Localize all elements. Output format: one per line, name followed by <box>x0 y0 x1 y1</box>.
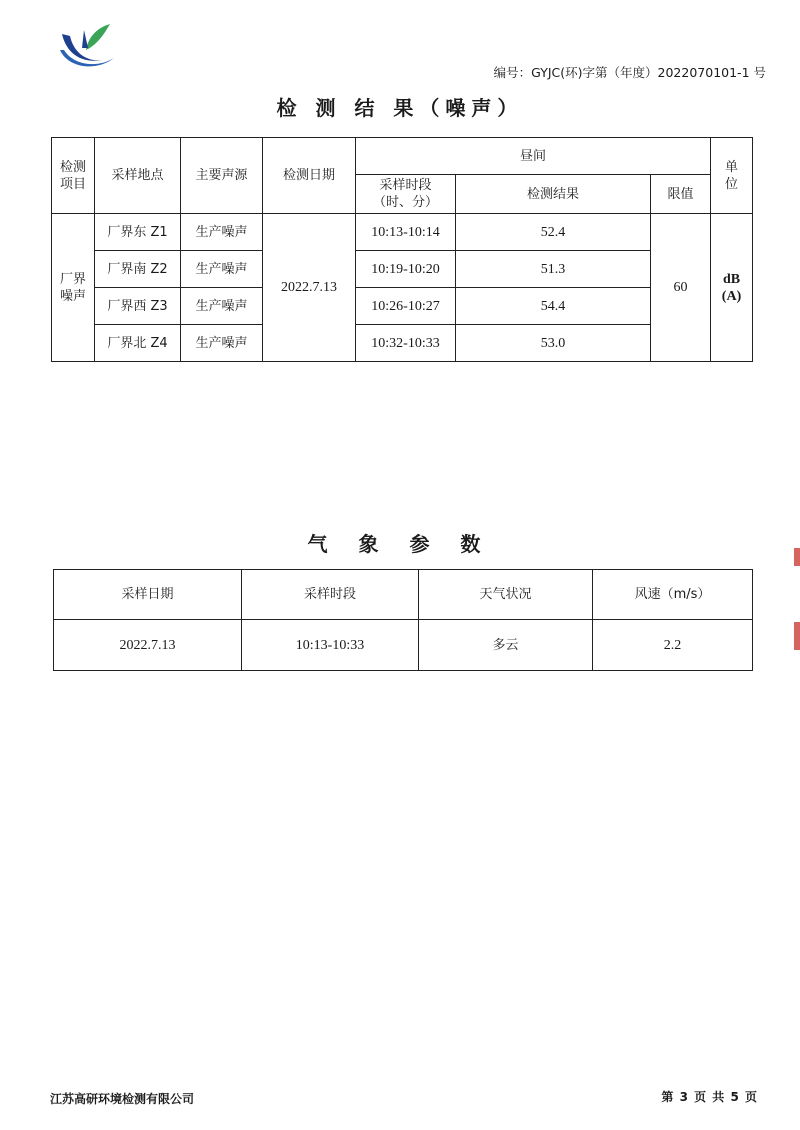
weather-params-table <box>53 569 753 671</box>
header-limit: 限值 <box>651 175 711 214</box>
table-header-row <box>52 138 753 175</box>
table-row <box>52 288 753 325</box>
result-cell: 51.3 <box>456 251 651 288</box>
result-cell: 52.4 <box>456 214 651 251</box>
location-cell: 厂界东 Z1 <box>95 214 181 251</box>
table-row <box>52 251 753 288</box>
header-weather-condition: 天气状况 <box>419 570 593 620</box>
wind-speed-value: 2.2 <box>593 620 753 671</box>
location-cell: 厂界西 Z3 <box>95 288 181 325</box>
seal-edge-mark <box>794 548 800 566</box>
source-cell: 生产噪声 <box>181 214 263 251</box>
source-cell: 生产噪声 <box>181 325 263 362</box>
weather-data-row <box>54 620 753 671</box>
sampling-date-value: 2022.7.13 <box>54 620 242 671</box>
weather-condition-value: 多云 <box>419 620 593 671</box>
weather-params-title: 气 象 参 数 <box>307 532 493 556</box>
table-row <box>52 325 753 362</box>
sampling-period-value: 10:13-10:33 <box>242 620 419 671</box>
table-row <box>52 214 753 251</box>
weather-header-row <box>54 570 753 620</box>
header-unit: 单 位 <box>711 138 753 214</box>
period-cell: 10:32-10:33 <box>356 325 456 362</box>
period-cell: 10:19-10:20 <box>356 251 456 288</box>
detection-date: 2022.7.13 <box>263 214 356 362</box>
header-source: 主要声源 <box>181 138 263 214</box>
unit-value: dB (A) <box>711 214 753 362</box>
item-name: 厂界 噪声 <box>52 214 95 362</box>
limit-value: 60 <box>651 214 711 362</box>
result-cell: 54.4 <box>456 288 651 325</box>
document-number: 编号：GYJC(环)字第（年度）2022070101-1 号 <box>493 65 766 80</box>
header-daytime: 昼间 <box>356 138 711 175</box>
source-cell: 生产噪声 <box>181 288 263 325</box>
result-cell: 53.0 <box>456 325 651 362</box>
header-date: 检测日期 <box>263 138 356 214</box>
period-cell: 10:13-10:14 <box>356 214 456 251</box>
source-cell: 生产噪声 <box>181 251 263 288</box>
company-name: 江苏高研环境检测有限公司 <box>50 1092 195 1106</box>
noise-results-table <box>51 137 753 362</box>
header-location: 采样地点 <box>95 138 181 214</box>
header-period: 采样时段 （时、分） <box>356 175 456 214</box>
company-logo-icon <box>52 20 122 72</box>
period-cell: 10:26-10:27 <box>356 288 456 325</box>
header-result: 检测结果 <box>456 175 651 214</box>
page-indicator: 第 3 页 共 5 页 <box>661 1090 758 1104</box>
location-cell: 厂界南 Z2 <box>95 251 181 288</box>
location-cell: 厂界北 Z4 <box>95 325 181 362</box>
header-wind-speed: 风速（m/s） <box>593 570 753 620</box>
header-sampling-period: 采样时段 <box>242 570 419 620</box>
header-sampling-date: 采样日期 <box>54 570 242 620</box>
seal-edge-mark <box>794 622 800 650</box>
header-item: 检测 项目 <box>52 138 95 214</box>
noise-results-title: 检 测 结 果（噪声） <box>276 96 524 120</box>
